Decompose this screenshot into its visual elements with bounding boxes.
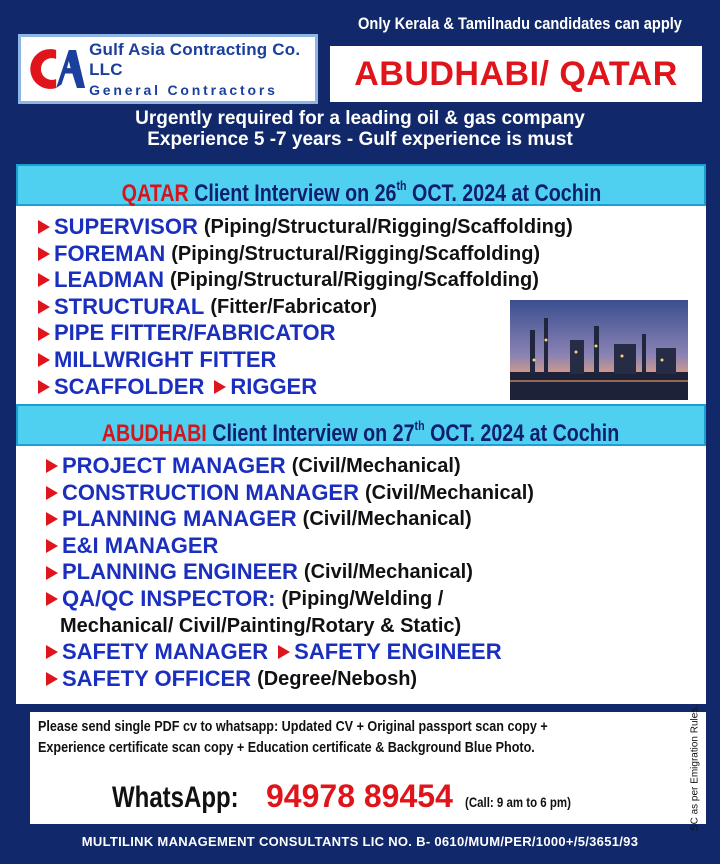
bullet-triangle-icon: [214, 380, 226, 394]
refinery-photo: [510, 300, 688, 400]
eligibility-note: Only Kerala & Tamilnadu candidates can apply: [358, 14, 682, 33]
abudhabi-heading-sup: th: [415, 418, 426, 433]
bullet-triangle-icon: [46, 566, 58, 580]
company-logo-text: [89, 40, 315, 98]
bullet-triangle-icon: [46, 539, 58, 553]
instruction-line-1: Please send single PDF cv to whatsapp: Updated CV + Original passport scan copy +: [38, 718, 548, 735]
company-tagline: General Contractors: [89, 82, 278, 98]
list-item: LEADMAN (Piping/Structural/Rigging/Scaffolding): [38, 267, 573, 294]
bullet-triangle-icon: [46, 486, 58, 500]
qatar-section: [16, 164, 706, 404]
abudhabi-heading-date: OCT. 2024 at Cochin: [425, 420, 620, 447]
list-item: PIPE FITTER/FABRICATOR: [38, 320, 573, 347]
instruction-line-2: Experience certificate scan copy + Education certificate & Background Blue Photo.: [38, 739, 535, 756]
abudhabi-section: [16, 404, 706, 704]
whatsapp-number[interactable]: 94978 89454: [266, 778, 453, 814]
list-item-continuation: Mechanical/ Civil/Painting/Rotary & Static): [60, 614, 462, 637]
bullet-triangle-icon: [38, 247, 50, 261]
emigration-note-text: SC as per Emigration Rules.: [689, 704, 701, 832]
list-item: SCAFFOLDER RIGGER: [38, 374, 573, 401]
intro-text: [0, 108, 720, 150]
bullet-triangle-icon: [38, 220, 50, 234]
intro-line-2: Experience 5 -7 years - Gulf experience is must: [147, 129, 573, 150]
license-line: MULTILINK MANAGEMENT CONSULTANTS LIC NO. B- 0610/MUM/PER/1000+/5/3651/93: [81, 834, 639, 849]
company-logo-icon: [29, 42, 85, 96]
bullet-triangle-icon: [38, 300, 50, 314]
list-item: E&I MANAGER: [46, 533, 534, 560]
bullet-triangle-icon: [38, 273, 50, 287]
application-instructions: [30, 704, 706, 832]
bullet-triangle-icon: [38, 327, 50, 341]
locations-banner: ABUDHABI/ QATAR: [330, 46, 702, 102]
whatsapp-label: WhatsApp:: [112, 781, 239, 814]
list-item: STRUCTURAL (Fitter/Fabricator): [38, 294, 573, 321]
company-logo-box: [18, 34, 318, 104]
abudhabi-heading-text: Client Interview on 27: [207, 420, 416, 447]
bullet-triangle-icon: [46, 672, 58, 686]
list-item: QA/QC INSPECTOR: (Piping/Welding /: [46, 586, 534, 613]
list-item: MILLWRIGHT FITTER: [38, 347, 573, 374]
qatar-roles-list: [38, 214, 573, 400]
abudhabi-interview-heading: [16, 404, 706, 446]
qatar-interview-heading: [16, 164, 706, 206]
qatar-heading-text: Client Interview on 26: [188, 180, 397, 207]
abudhabi-city-label: ABUDHABI: [102, 420, 208, 447]
bullet-triangle-icon: [38, 380, 50, 394]
list-item: FOREMAN (Piping/Structural/Rigging/Scaffolding): [38, 241, 573, 268]
bullet-triangle-icon: [46, 592, 58, 606]
call-hours: (Call: 9 am to 6 pm): [464, 794, 571, 810]
emigration-note: [688, 704, 702, 832]
bullet-triangle-icon: [278, 645, 290, 659]
bullet-triangle-icon: [46, 459, 58, 473]
list-item: PLANNING ENGINEER (Civil/Mechanical): [46, 559, 534, 586]
whatsapp-contact: [112, 778, 594, 815]
qatar-city-label: QATAR: [121, 180, 189, 207]
list-item: PROJECT MANAGER (Civil/Mechanical): [46, 453, 534, 480]
list-item: SAFETY MANAGER SAFETY ENGINEER: [46, 639, 534, 666]
list-item: SAFETY OFFICER (Degree/Nebosh): [46, 666, 534, 693]
bullet-triangle-icon: [46, 512, 58, 526]
instructions-text: [38, 716, 676, 758]
list-item: SUPERVISOR (Piping/Structural/Rigging/Scaffolding): [38, 214, 573, 241]
bullet-triangle-icon: [38, 353, 50, 367]
company-name: Gulf Asia Contracting Co. LLC: [89, 40, 301, 79]
qatar-heading-sup: th: [396, 178, 407, 193]
qatar-heading-date: OCT. 2024 at Cochin: [406, 180, 601, 207]
bullet-triangle-icon: [46, 645, 58, 659]
abudhabi-roles-list: [46, 453, 534, 692]
intro-line-1: Urgently required for a leading oil & gas company: [135, 108, 585, 129]
list-item: CONSTRUCTION MANAGER (Civil/Mechanical): [46, 480, 534, 507]
list-item: PLANNING MANAGER (Civil/Mechanical): [46, 506, 534, 533]
